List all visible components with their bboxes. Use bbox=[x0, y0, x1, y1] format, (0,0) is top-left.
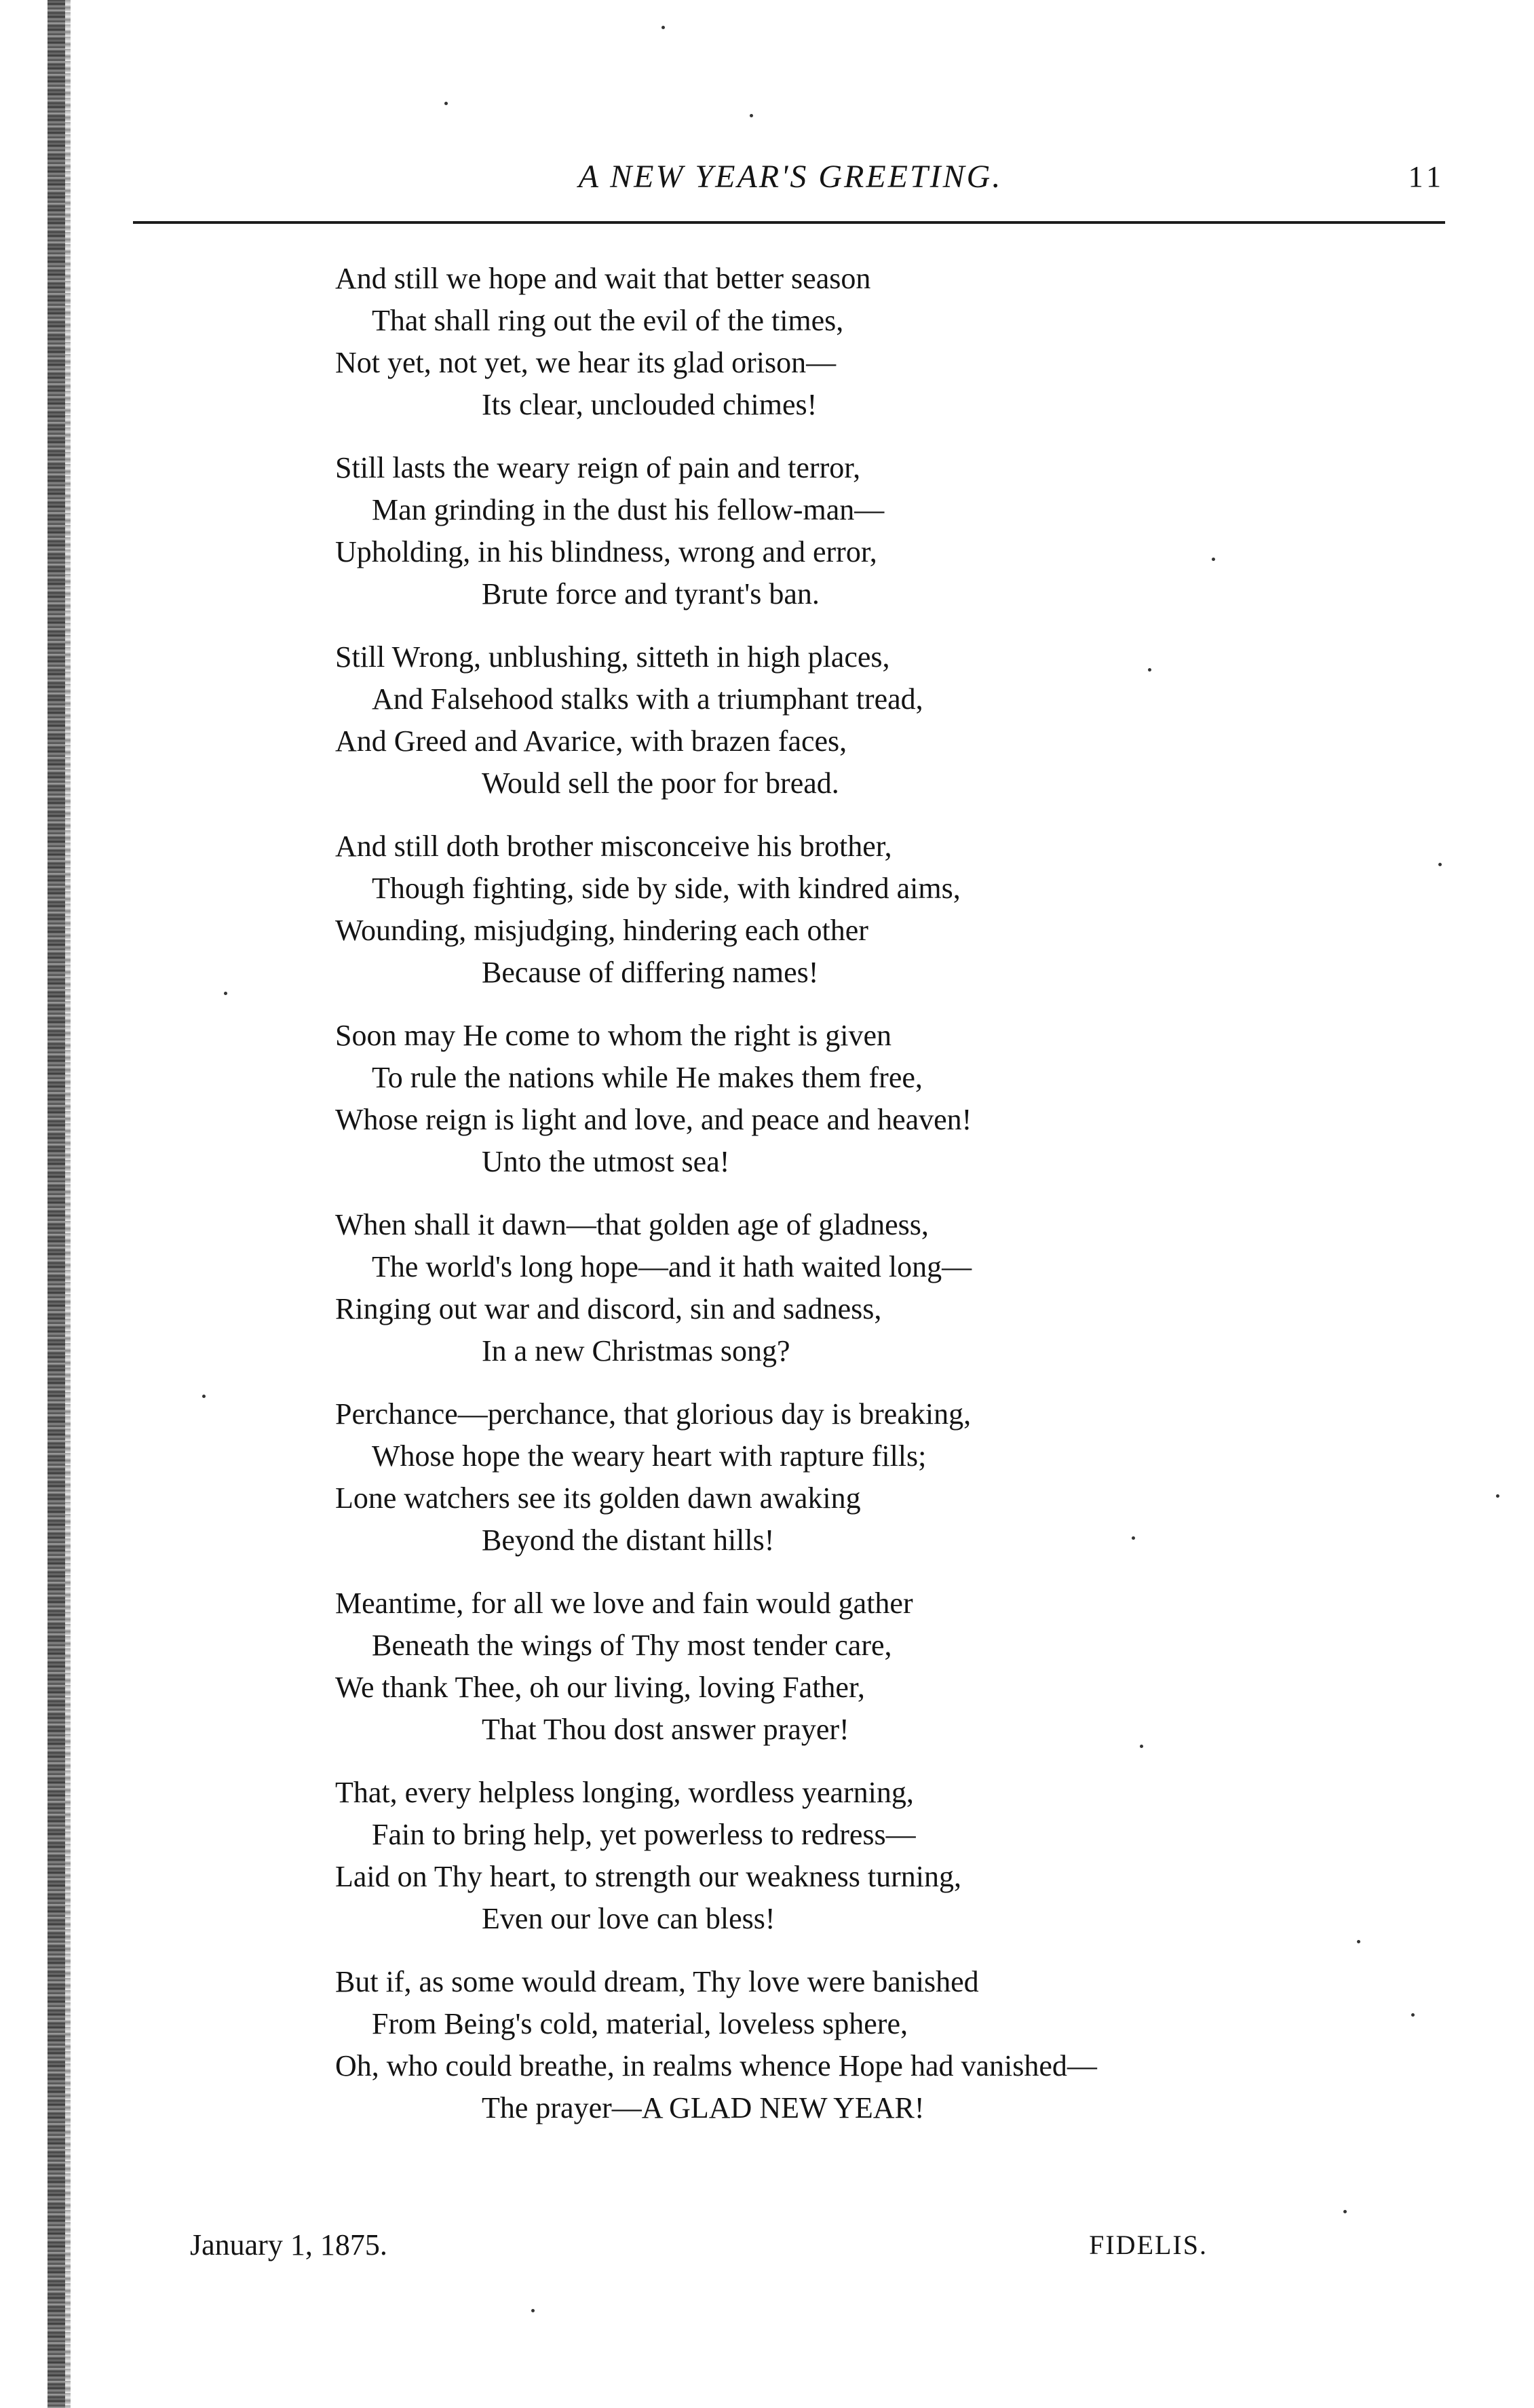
poem-line: Man grinding in the dust his fellow-man— bbox=[372, 493, 885, 526]
poem-footer bbox=[190, 2225, 1208, 2266]
poem-line: We thank Thee, oh our living, loving Father, bbox=[335, 1671, 865, 1704]
poem-line: Soon may He come to whom the right is given bbox=[335, 1019, 891, 1052]
scan-speck bbox=[1132, 1536, 1135, 1540]
poem-stanza bbox=[335, 826, 1394, 994]
poem-line: Wounding, misjudging, hindering each other bbox=[335, 914, 868, 947]
page-number: 11 bbox=[1408, 160, 1445, 193]
scan-speck bbox=[1357, 1940, 1360, 1943]
scan-speck bbox=[661, 26, 665, 29]
poem-stanza bbox=[335, 636, 1394, 804]
poem-line: Lone watchers see its golden dawn awaking bbox=[335, 1481, 861, 1515]
poem-line: But if, as some would dream, Thy love were banished bbox=[335, 1965, 979, 1998]
poem-line: Whose reign is light and love, and peace and heaven! bbox=[335, 1103, 972, 1136]
poem-stanza bbox=[335, 447, 1394, 615]
poem-line: That, every helpless longing, wordless yearning, bbox=[335, 1776, 914, 1809]
scan-speck bbox=[1496, 1494, 1499, 1498]
poem-stanza bbox=[335, 258, 1394, 426]
poem-line: Though fighting, side by side, with kindred aims, bbox=[372, 872, 961, 905]
poem-line: Whose hope the weary heart with rapture fills; bbox=[372, 1439, 927, 1473]
poem-line: Perchance—perchance, that glorious day is breaking, bbox=[335, 1397, 972, 1431]
running-head bbox=[136, 153, 1445, 201]
poem-line: Would sell the poor for bread. bbox=[482, 766, 839, 800]
poem-line: That Thou dost answer prayer! bbox=[482, 1713, 849, 1746]
scan-speck bbox=[1148, 668, 1151, 672]
header-rule bbox=[133, 221, 1445, 224]
poem-line: The prayer—A GLAD NEW YEAR! bbox=[482, 2091, 925, 2124]
poem-stanza bbox=[335, 1961, 1394, 2129]
poem-line: Unto the utmost sea! bbox=[482, 1145, 730, 1178]
poem-signature: FIDELIS. bbox=[1089, 2230, 1208, 2260]
poem-line: Beneath the wings of Thy most tender care, bbox=[372, 1629, 892, 1662]
poem-line: To rule the nations while He makes them free, bbox=[372, 1061, 923, 1094]
page-binding-edge bbox=[47, 0, 65, 2408]
poem-line: From Being's cold, material, loveless sphere, bbox=[372, 2007, 908, 2040]
poem-line: And still we hope and wait that better season bbox=[335, 262, 871, 295]
poem-line: In a new Christmas song? bbox=[482, 1334, 790, 1367]
poem-line: Not yet, not yet, we hear its glad orison— bbox=[335, 346, 837, 379]
poem-line: Ringing out war and discord, sin and sadness, bbox=[335, 1292, 882, 1325]
poem-line: When shall it dawn—that golden age of gladness, bbox=[335, 1208, 929, 1241]
page-binding-shadow bbox=[65, 0, 71, 2408]
scan-speck bbox=[444, 102, 448, 105]
poem-date: January 1, 1875. bbox=[190, 2228, 387, 2261]
poem-line: That shall ring out the evil of the times, bbox=[372, 304, 844, 337]
poem-line: Even our love can bless! bbox=[482, 1902, 775, 1935]
scan-speck bbox=[202, 1395, 206, 1398]
scan-speck bbox=[1212, 558, 1215, 561]
scan-speck bbox=[1438, 863, 1442, 866]
poem-line: Fain to bring help, yet powerless to redress— bbox=[372, 1818, 916, 1851]
poem-line: Meantime, for all we love and fain would gather bbox=[335, 1587, 913, 1620]
poem-line: Upholding, in his blindness, wrong and error, bbox=[335, 535, 877, 568]
poem-stanza bbox=[335, 1015, 1394, 1183]
scan-speck bbox=[1411, 2013, 1415, 2017]
poem-stanza bbox=[335, 1772, 1394, 1940]
scan-speck bbox=[1140, 1745, 1143, 1748]
scan-speck bbox=[531, 2309, 535, 2312]
poem-line: Beyond the distant hills! bbox=[482, 1523, 775, 1557]
poem-line: Oh, who could breathe, in realms whence Hope had vanished— bbox=[335, 2049, 1097, 2082]
poem-line: And still doth brother misconceive his brother, bbox=[335, 830, 892, 863]
poem-line: Laid on Thy heart, to strength our weakness turning, bbox=[335, 1860, 961, 1893]
poem-stanza bbox=[335, 1582, 1394, 1751]
poem-line: Still lasts the weary reign of pain and terror, bbox=[335, 451, 861, 484]
poem-line: And Falsehood stalks with a triumphant tread, bbox=[372, 682, 923, 716]
poem-line: Brute force and tyrant's ban. bbox=[482, 577, 820, 610]
poem-line: And Greed and Avarice, with brazen faces, bbox=[335, 724, 847, 758]
poem-stanza bbox=[335, 1204, 1394, 1372]
poem-body bbox=[335, 258, 1394, 2150]
poem-stanza bbox=[335, 1393, 1394, 1561]
scan-speck bbox=[750, 114, 753, 117]
poem-line: The world's long hope—and it hath waited long— bbox=[372, 1250, 972, 1283]
scan-speck bbox=[224, 992, 227, 995]
poem-line: Because of differing names! bbox=[482, 956, 819, 989]
scan-speck bbox=[1343, 2210, 1347, 2213]
poem-line: Its clear, unclouded chimes! bbox=[482, 388, 818, 421]
running-title: A NEW YEAR'S GREETING. bbox=[578, 159, 1003, 195]
poem-line: Still Wrong, unblushing, sitteth in high places, bbox=[335, 640, 890, 674]
